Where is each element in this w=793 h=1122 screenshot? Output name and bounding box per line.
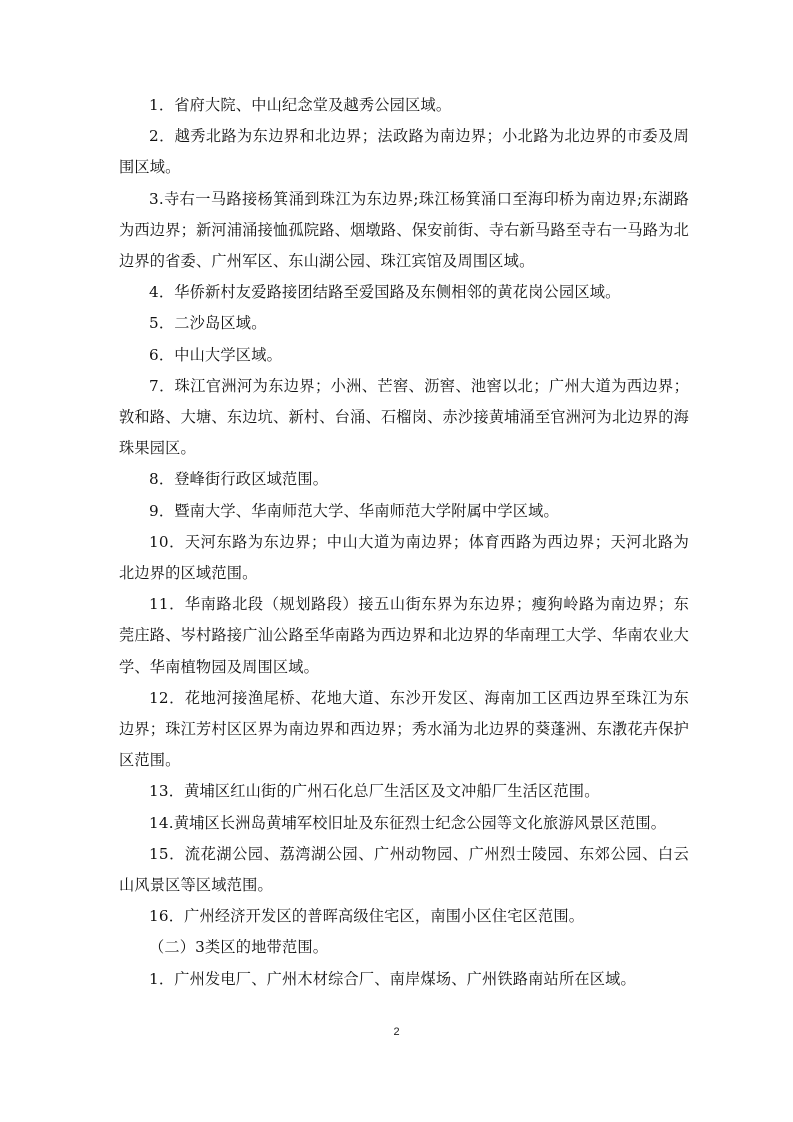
paragraph-14: 14.黄埔区长洲岛黄埔军校旧址及东征烈士纪念公园等文化旅游风景区范围。 — [149, 813, 667, 832]
paragraph-16: 16．广州经济开发区的普晖高级住宅区，南围小区住宅区范围。 — [149, 907, 585, 926]
paragraph-6: 6．中山大学区域。 — [149, 345, 282, 364]
paragraph-15: 15．流花湖公园、荔湾湖公园、广州动物园、广州烈士陵园、东郊公园、白云山风景区等区域范围。 — [119, 844, 689, 895]
paragraph-5: 5．二沙岛区域。 — [149, 314, 267, 333]
page-number: 2 — [393, 1026, 400, 1038]
paragraph-12: 12．花地河接渔尾桥、花地大道、东沙开发区、海南加工区西边界至珠江为东边界；珠江芳村区区界为南边界和西边界；秀水涌为北边界的葵蓬洲、东漖花卉保护区范围。 — [119, 688, 689, 770]
paragraph-4: 4．华侨新村友爱路接团结路至爱国路及东侧相邻的黄花岗公园区域。 — [149, 283, 621, 302]
paragraph-10: 10．天河东路为东边界；中山大道为南边界；体育西路为西边界；天河北路为北边界的区域范围。 — [119, 532, 689, 583]
section-heading: （二）3类区的地带范围。 — [149, 938, 329, 957]
document-body — [119, 90, 689, 995]
paragraph-8: 8．登峰街行政区域范围。 — [149, 470, 329, 489]
paragraph-7: 7．珠江官洲河为东边界；小洲、芒窖、沥窖、池窖以北；广州大道为西边界；敦和路、大塘、东边坑、新村、台涌、石榴岗、赤沙接黄埔涌至官洲河为北边界的海珠果园区。 — [119, 376, 689, 458]
paragraph-11: 11．华南路北段（规划路段）接五山街东界为东边界；瘦狗岭路为南边界；东莞庄路、岑村路接广汕公路至华南路为西边界和北边界的华南理工大学、华南农业大学、华南植物园及周围区域。 — [119, 595, 689, 676]
paragraph-9: 9．暨南大学、华南师范大学、华南师范大学附属中学区域。 — [149, 501, 559, 520]
paragraph-3: 3.寺右一马路接杨箕涌到珠江为东边界;珠江杨箕涌口至海印桥为南边界;东湖路为西边界；新河浦涌接恤孤院路、烟墩路、保安前街、寺右新马路至寺右一马路为北边界的省委、广州军区、东山湖公园、珠江宾馆及周围区域。 — [119, 189, 689, 271]
paragraph-2: 2．越秀北路为东边界和北边界；法政路为南边界；小北路为北边界的市委及周围区域。 — [119, 127, 689, 177]
paragraph-18: 1．广州发电厂、广州木材综合厂、南岸煤场、广州铁路南站所在区域。 — [149, 969, 636, 988]
paragraph-1: 1．省府大院、中山纪念堂及越秀公园区域。 — [149, 96, 452, 114]
paragraph-13: 13．黄埔区红山街的广州石化总厂生活区及文冲船厂生活区范围。 — [149, 782, 600, 801]
